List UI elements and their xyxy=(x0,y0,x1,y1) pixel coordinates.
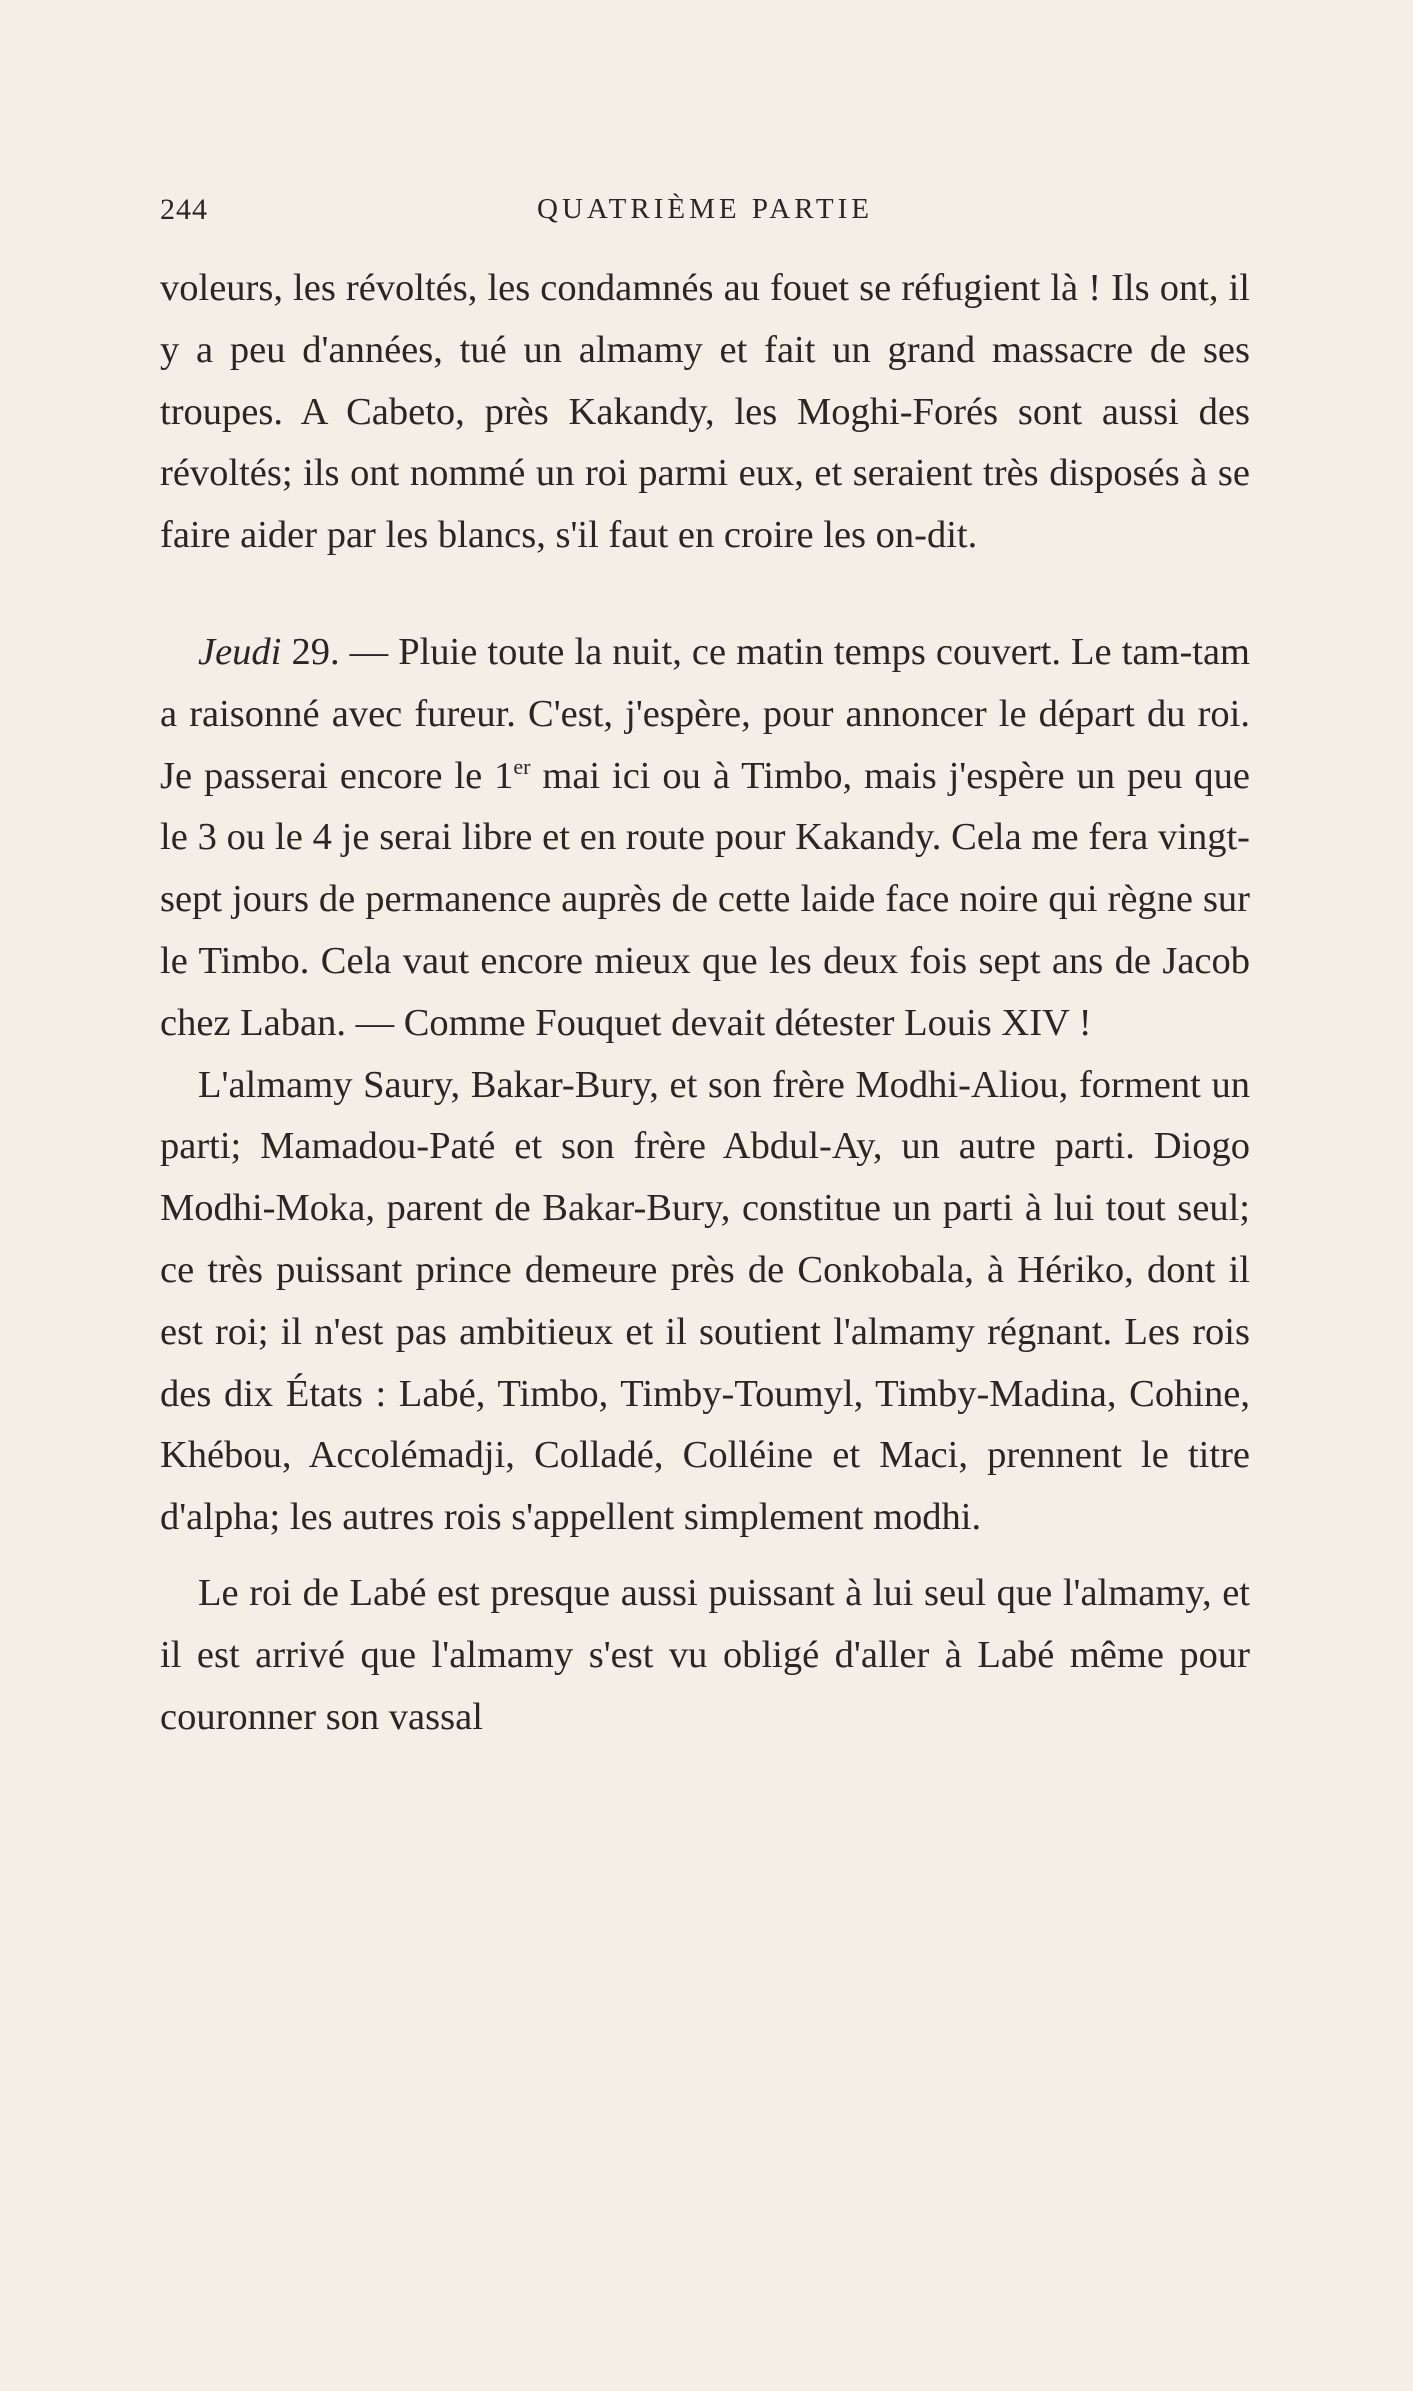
paragraph-4: Le roi de Labé est presque aussi puissant à lui seul que l'almamy, et il est arrivé que l'almamy s'est vu obligé d'aller à Labé même pour couronner son vassal xyxy=(160,1571,1250,1738)
running-title: QUATRIÈME PARTIE xyxy=(537,193,873,225)
paragraph-2-text-b: mai ici ou à Timbo, mais j'espère un peu que le 3 ou le 4 je serai libre et en route pour Kakandy. Cela me fera vingt-sept jours de permanence auprès de cette laide face noire qui règne sur le Timbo. Cela vaut encore mieux que les deux fois sept ans de Jacob chez Laban. — Comme Fouquet devait détester Louis XIV ! xyxy=(160,754,1250,1044)
paragraph-3: L'almamy Saury, Bakar-Bury, et son frère Modhi-Aliou, forment un parti; Mamadou-Paté et son frère Abdul-Ay, un autre parti. Diogo Modhi-Moka, parent de Bakar-Bury, constitue un parti à lui tout seul; ce très puissant prince demeure près de Conkobala, à Hériko, dont il est roi; il n'est pas ambitieux et il soutient l'almamy régnant. Les rois des dix États : Labé, Timbo, Timby-Toumyl, Timby-Madina, Cohine, Khébou, Accolémadji, Colladé, Colléine et Maci, prennent le titre d'alpha; les autres rois s'appellent simplement modhi. xyxy=(160,1063,1250,1539)
paragraph-1: voleurs, les révoltés, les condamnés au fouet se réfugient là ! Ils ont, il y a peu d'années, tué un almamy et fait un grand massacre de ses troupes. A Cabeto, près Kakandy, les Moghi-Forés sont aussi des révoltés; ils ont nommé un roi parmi eux, et seraient très disposés à se faire aider par les blancs, s'il faut en croire les on-dit. xyxy=(160,267,1250,557)
body-text xyxy=(160,258,1250,1748)
date-label: Jeudi xyxy=(198,630,282,673)
section-gap xyxy=(160,567,1250,622)
paragraph-2-text-a: 29. — Pluie toute la nuit, ce matin temps couvert. Le tam-tam a raisonné avec fureur. C'est, j'espère, pour annoncer le départ du roi. Je passerai encore le 1 xyxy=(160,630,1250,797)
paragraph-2 xyxy=(160,622,1250,1055)
page-header xyxy=(160,193,1250,243)
page-number: 244 xyxy=(160,193,208,226)
superscript-er: er xyxy=(513,753,531,779)
